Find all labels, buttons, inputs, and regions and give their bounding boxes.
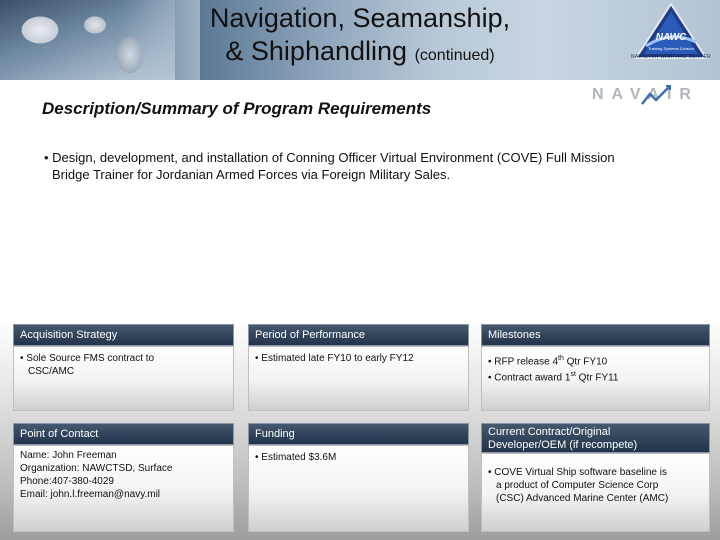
point-of-contact-header: Point of Contact [13,423,234,445]
milestones-header: Milestones [481,324,710,346]
section-heading: Description/Summary of Program Requirements [42,99,432,118]
acquisition-strategy-body [13,346,234,411]
period-line-1: • Estimated late FY10 to early FY12 [255,353,414,364]
contract-line-1: • COVE Virtual Ship software baseline is [488,467,667,478]
contract-line-3: (CSC) Advanced Marine Center (AMC) [496,493,669,504]
description-line-2: Bridge Trainer for Jordanian Armed Forces via Foreign Military Sales. [52,167,451,182]
milestone-rfp-pre: • RFP release 4 [488,356,559,368]
contact-phone: Phone:407-380-4029 [20,476,114,487]
milestone-rfp [488,352,703,368]
milestone-rfp-post: Qtr FY10 [563,356,608,368]
milestone-award-pre: • Contract award 1 [488,372,571,384]
header-banner [0,0,720,80]
milestone-award [488,368,703,384]
description-line-1: • Design, development, and installation of Conning Officer Virtual Environment (COVE) Full Mission [44,150,615,165]
title-continued: (continued) [414,47,495,64]
contact-organization: Organization: NAWCTSD, Surface [20,463,173,474]
contact-name: Name: John Freeman [20,450,117,461]
funding-header: Funding [248,423,469,445]
nawc-logo-text: NAWC [655,32,687,43]
acquisition-line-1: • Sole Source FMS contract to [20,353,155,364]
milestone-rfp-sup: th [558,355,564,362]
current-contract-header [481,423,710,453]
funding-line-1: • Estimated $3.6M [255,452,337,463]
title-line-2 [150,35,570,72]
milestones-body [481,346,710,411]
period-of-performance-body [248,346,469,411]
nawc-caption: NAVAL AIR WARFARE CENTER [631,54,711,60]
funding-body [248,445,469,532]
navair-logo [590,84,720,108]
acquisition-strategy-header: Acquisition Strategy [13,324,234,346]
navair-logo-text: NAVAIR [592,86,699,103]
current-contract-body [481,453,710,532]
acquisition-line-2: CSC/AMC [28,366,75,377]
period-of-performance-header: Period of Performance [248,324,469,346]
milestone-award-sup: st [570,371,576,379]
contact-email: Email: john.l.freeman@navy.mil [20,489,161,500]
page-title [150,2,570,72]
program-description [44,149,684,183]
current-contract-header-line-2: Developer/OEM (if recompete) [488,439,638,451]
milestone-award-post: Qtr FY11 [575,372,619,384]
contract-line-2: a product of Computer Science Corp [496,480,659,491]
nawc-logo-subtext: Training Systems Division [648,46,694,51]
point-of-contact-body [13,445,234,532]
title-line-1: Navigation, Seamanship, [209,3,511,33]
current-contract-header-line-1: Current Contract/Original [488,426,611,438]
title-main: & Shiphandling [225,36,408,66]
